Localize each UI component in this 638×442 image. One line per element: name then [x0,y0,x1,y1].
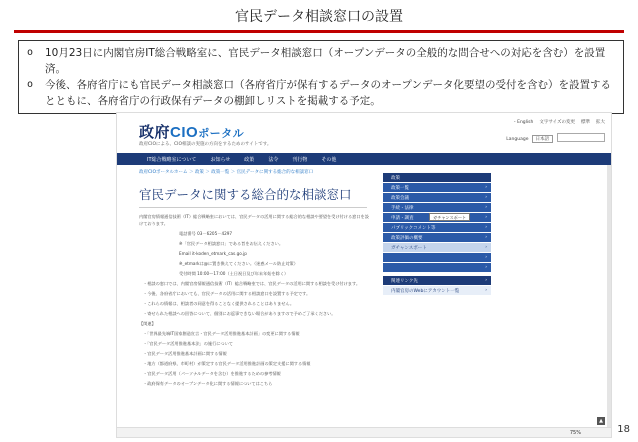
list-item: ・寄せられた相談への回答について、個別にお返事できない場合がありますので予めご了承ください。 [143,311,336,316]
sidebar-item-label: 政策会議 [391,195,409,201]
zoom-level[interactable]: 75% [569,430,581,436]
font-large-button[interactable]: 拡大 [596,120,605,125]
related-link[interactable]: ・「官民データ活用推進基本法」の施行について [143,341,233,346]
sidebar-item[interactable] [383,223,491,232]
chevron-right-icon: › [485,215,487,220]
site-header [117,113,612,153]
search-input[interactable] [557,133,605,142]
vertical-scrollbar[interactable] [607,165,611,429]
sidebar-item[interactable] [383,253,491,262]
intro-text: 内閣官房情報通信技術（IT）総合戦略室においては、官民データの活用に関する総合的な相談や要望を受け付ける窓口を設けております。 [139,214,369,226]
website-screenshot [116,112,612,438]
chevron-right-icon: › [485,288,487,293]
bullet-text: 今後、各府省庁にも官民データ相談窓口（各府省庁が保有するデータのオープンデータ化要望の受付を含む）を設置するとともに、各府省庁の行政保有データの棚卸しリストを掲載する予定。 [45,79,612,107]
sidebar-item[interactable] [383,183,491,192]
contact-line: ※「官民データ相談窓口」である旨をお伝えください。 [179,241,284,246]
sidebar-item[interactable] [383,233,491,242]
global-nav [117,153,612,165]
sidebar-item-label: パブリックコメント等 [391,225,436,231]
nav-item[interactable]: 法令 [268,156,279,163]
chevron-right-icon: › [485,185,487,190]
bullet-item [27,77,615,109]
nav-item[interactable]: その他 [321,156,337,163]
page-title: 官民データに関する総合的な相談窓口 [139,185,367,208]
sidebar-heading [383,276,491,285]
bullet-item [27,45,615,77]
sidebar-item-label: 内閣官房のWebにアカウント一覧 [391,288,460,294]
logo-portal: ポータル [198,128,245,140]
sidebar [383,173,491,296]
chevron-right-icon: › [485,205,487,210]
list-item: ・相談の窓口では、内閣官房情報通信技術（IT）総合戦略室では、官民データの活用に関する相談を受け付けます。 [143,281,361,286]
chevron-right-icon: › [485,265,487,270]
font-standard-button[interactable]: 標準 [581,120,590,125]
bullet-mark: o [27,47,34,58]
contact-line: ※_etmarkは@に置き換えてください。（迷惑メール防止対策） [179,261,298,266]
site-logo[interactable] [139,121,244,142]
related-link[interactable]: ・官民データ活用（パーソナルデータを含む）を推進するための参考情報 [143,371,281,376]
related-link[interactable]: ・政府保有データのオープンデータ化に関する情報についてはこちら [143,381,273,386]
contact-line: 電話番号 03－6205－4297 [179,231,233,236]
related-list [143,330,371,387]
bullet-box [18,40,624,114]
title-rule [14,30,624,33]
sidebar-item-label: 関連リンク先 [391,278,418,284]
bullet-mark: o [27,79,34,90]
nav-item[interactable]: 政策 [244,156,255,163]
page-body [139,213,371,390]
breadcrumb[interactable]: 政府CIOポータルホーム ＞ 政策 ＞ 政策一覧 ＞ 官民データに関する総合的な相談窓口 [139,170,314,175]
contact-block [179,230,371,277]
bullet-text: 10月23日に内閣官房IT総合戦略室に、官民データ相談窓口（オープンデータの全般的な問合せへの対応を含む）を設置済。 [45,47,606,75]
language-select[interactable]: 日本語 [532,135,554,143]
nav-item[interactable]: 刊行物 [292,156,308,163]
related-link[interactable]: ・官民データ活用推進基本計画に関する情報 [143,351,227,356]
chevron-right-icon: › [485,255,487,260]
chevron-right-icon: › [485,225,487,230]
sidebar-item-label: 政策評価の概要 [391,235,423,241]
chevron-right-icon: › [485,195,487,200]
sidebar-item[interactable] [383,263,491,272]
slide-title: 官民データ相談窓口の設置 [235,9,403,25]
nav-item[interactable]: IT総合戦略室について [147,156,197,163]
sidebar-item-label: 手続・法律 [391,205,414,211]
sidebar-item-label: 政策一覧 [391,185,409,191]
tooltip: ガチャンスポート [429,213,470,221]
utility-links [513,119,605,125]
list-item: ・今後、各府省庁においても、官民データの活用に関する相談窓口を設置する予定です。 [143,291,311,296]
scroll-top-button[interactable]: ▲ [597,417,605,425]
sidebar-item[interactable] [383,203,491,212]
logo-prefix: 政府 [139,124,171,141]
list-item: ・これらの情報は、相談者の同意を得ることなく提供されることはありません。 [143,301,295,306]
english-link[interactable]: ・English [512,120,534,125]
page-number: 18 [617,424,630,435]
language-label: Language [506,136,529,142]
chevron-right-icon: › [485,278,487,283]
nav-item[interactable]: お知らせ [210,156,231,163]
browser-status-bar [117,427,612,437]
sidebar-item-active[interactable] [383,243,491,252]
sidebar-item[interactable] [383,286,491,295]
related-link[interactable]: ・地方（都道府県、市町村）が策定する官民データ活用推進計画の策定支援に関する情報 [143,361,311,366]
site-tagline: 政府CIOによる、CIO相談の実施の方向をするためのサイトです。 [139,142,272,147]
sidebar-heading [383,173,491,182]
sidebar-item[interactable] [383,193,491,202]
body-list [143,280,371,317]
sidebar-item-label: 政策 [391,175,400,181]
sidebar-item-label: 申請・調査 [391,215,414,221]
contact-line: Email it-koden_etmark_cas.go.jp [179,251,247,256]
related-link[interactable]: ・「世界最先端IT国家創造宣言・官民データ活用推進基本計画」の変更に関する情報 [143,331,300,336]
font-size-label: 文字サイズの変更 [539,120,575,125]
logo-cio: CIO [170,124,199,141]
chevron-right-icon: › [485,235,487,240]
sidebar-item-label: ガチャンスポート [391,245,427,251]
language-selector [506,135,553,143]
chevron-right-icon: › [485,245,487,250]
contact-line: 受付時間 10:00～17:00（土日祝日及び年末年始を除く） [179,271,289,276]
related-heading: 【関連】 [139,321,156,326]
